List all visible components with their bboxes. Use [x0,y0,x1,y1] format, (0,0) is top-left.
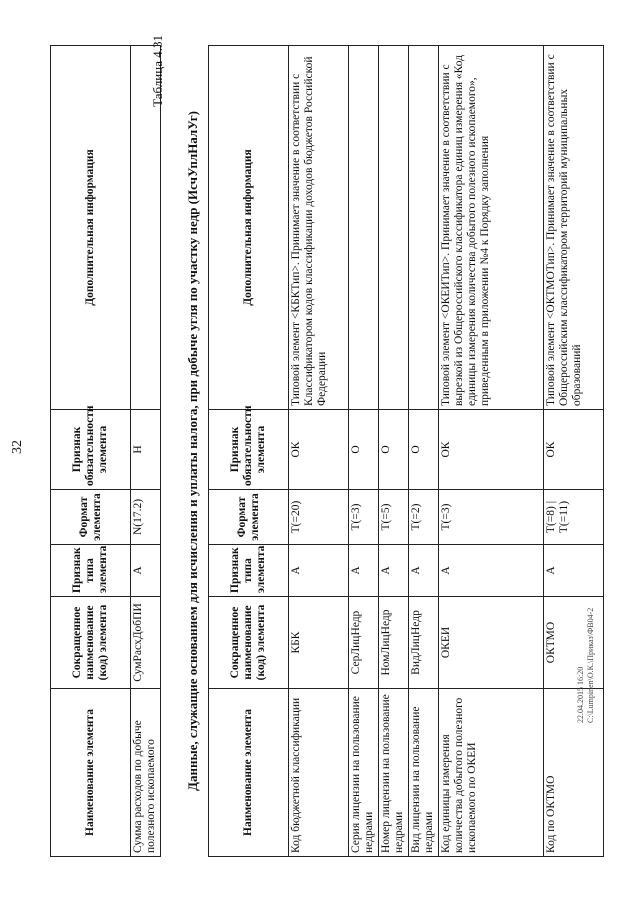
table-row [439,46,544,857]
table-row [544,46,604,857]
elements-table-continued [50,45,161,857]
cell-info [409,46,439,410]
cell-required: О [349,410,379,490]
cell-type: А [409,545,439,597]
cell-required: ОК [439,410,544,490]
cell-code: НомЛицНедр [379,597,409,689]
cell-type: А [379,545,409,597]
cell-required: О [379,410,409,490]
file-stamp [576,583,596,723]
table-label: Таблица 4.31 [150,35,165,107]
table-row [379,46,409,857]
cell-info: Типовой элемент <ОКТМОТип>. Принимает значение в соответствии с Общероссийским классификатором территорий муниципальных образований [544,46,604,410]
cell-name: Код бюджетной классификации [289,689,349,857]
table-row [289,46,349,857]
cell-code: КБК [289,597,349,689]
cell-type: А [544,545,604,597]
cell-format: T(=2) [409,490,439,545]
table-row [409,46,439,857]
header-info: Дополнительная информация [51,46,131,410]
table-header-row [51,46,131,857]
cell-format: T(=3) [349,490,379,545]
header-required: Признак обязательности элемента [51,410,131,490]
cell-format: T(=20) [289,490,349,545]
cell-required: ОК [289,410,349,490]
cell-type: А [349,545,379,597]
cell-name: Вид лицензии на пользование недрами [409,689,439,857]
header-name: Наименование элемента [209,689,289,857]
cell-required: О [409,410,439,490]
cell-format: T(=3) [439,490,544,545]
coal-tax-elements-table [208,45,604,857]
header-type: Признак типа элемента [209,545,289,597]
cell-code: СумРасхДобПИ [131,597,161,689]
cell-format: N(17.2) [131,490,161,545]
cell-type: А [289,545,349,597]
header-type: Признак типа элемента [51,545,131,597]
cell-type: А [439,545,544,597]
header-required: Признак обязательности элемента [209,410,289,490]
table-title: Данные, служащие основанием для исчисления и уплаты налога, при добыче угля по участку недр (ИсчУплНалУг) [185,111,200,791]
header-format: Формат элемента [209,490,289,545]
cell-required: Н [131,410,161,490]
cell-code: ВидЛицНедр [409,597,439,689]
header-name: Наименование элемента [51,689,131,857]
header-format: Формат элемента [51,490,131,545]
cell-info [379,46,409,410]
cell-name: Номер лицензии на пользование недрами [379,689,409,857]
cell-required: ОК [544,410,604,490]
stamp-date: 22.04.2015 16:20 [576,666,585,723]
header-code: Сокращенное наименование (код) элемента [209,597,289,689]
cell-info [349,46,379,410]
cell-name: Код единицы измерения количества добытого полезного ископаемого по ОКЕИ [439,689,544,857]
stamp-path: С:\Lumpinen\О.К.\Приказ\ФВ04-2 [586,607,595,723]
cell-format: T(=5) [379,490,409,545]
cell-info: Типовой элемент <ОКЕИТип>. Принимает значение в соответствии с вырезкой из Общероссийского классификатора единиц измерения «Код единицы измерения количества добытого полезного ископаемого», приведенным в приложении №4 к Порядку заполнения [439,46,544,410]
table-header-row [209,46,289,857]
cell-code: СерЛицНедр [349,597,379,689]
cell-info: Типовой элемент <КБКТип>. Принимает значение в соответствии с Классификатором кодов классификации доходов бюджетов Российской Федерации [289,46,349,410]
cell-name: Код по ОКТМО [544,689,604,857]
cell-code: ОКЕИ [439,597,544,689]
page-number: 32 [10,440,25,454]
cell-name: Сумма расходов по добыче полезного ископаемого [131,689,161,857]
table-row [131,46,161,857]
header-code: Сокращенное наименование (код) элемента [51,597,131,689]
cell-type: А [131,545,161,597]
header-info: Дополнительная информация [209,46,289,410]
cell-format: T(=8) | T(=11) [544,490,604,545]
table-row [349,46,379,857]
cell-code: ОКТМО [544,597,604,689]
cell-name: Серия лицензии на пользование недрами [349,689,379,857]
